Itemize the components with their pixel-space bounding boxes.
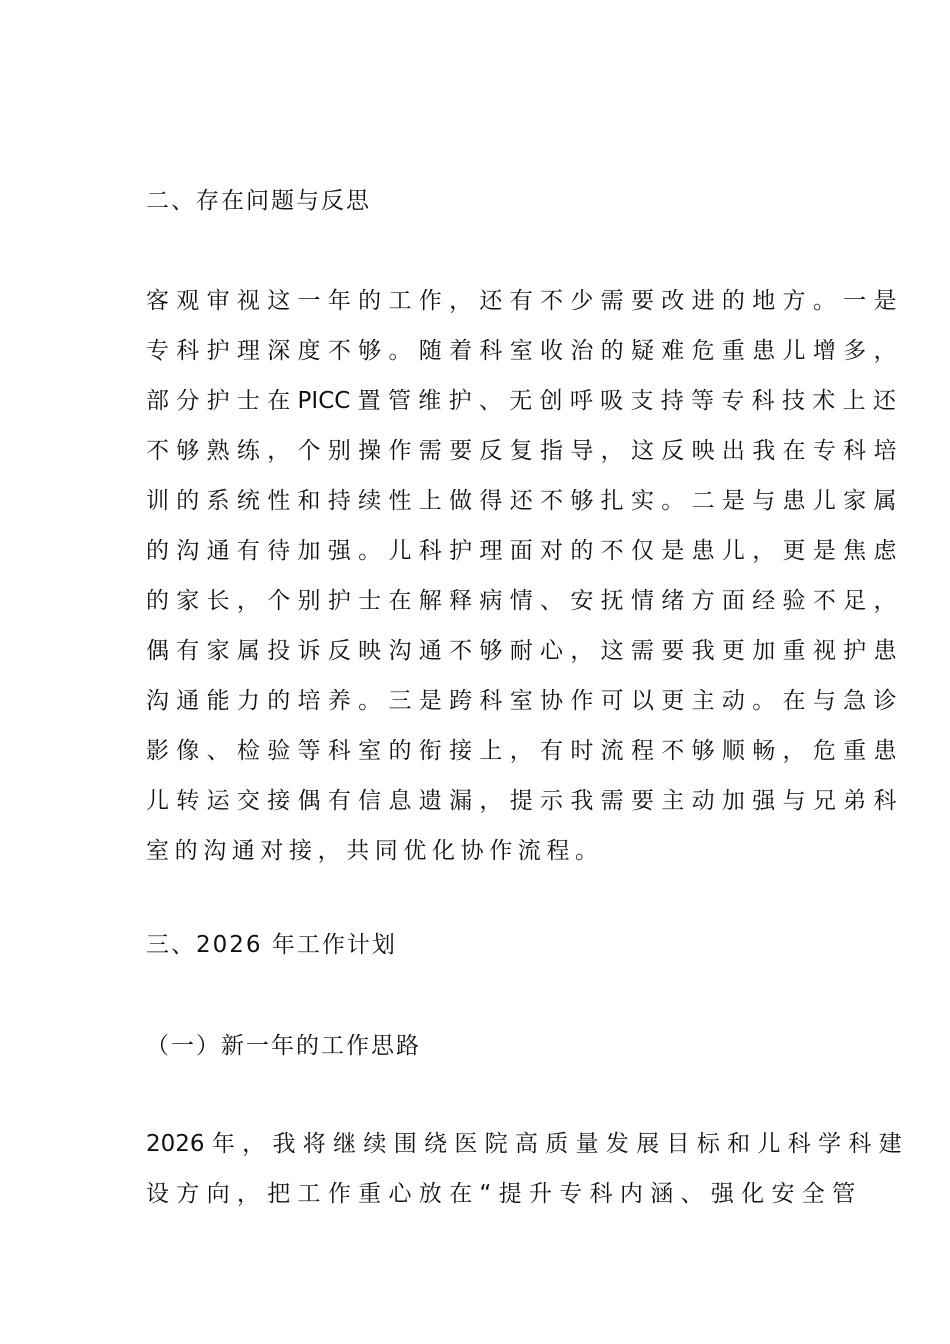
paragraph-line: 影 像 、 检 验 等 科 室 的 衔 接 上 ， 有 时 流 程 不 够 顺 畅 ， 危 重 患: [146, 738, 897, 764]
paragraph-line: 的 沟 通 有 待 加 强 。 儿 科 护 理 面 对 的 不 仅 是 患 儿 ， 更 是 焦 虑: [146, 538, 897, 564]
paragraph-plan: [146, 1119, 902, 1219]
section-heading-plan: 三、2026 年工作计划: [146, 932, 397, 958]
paragraph-line: 2026 年 ， 我 将 继 续 围 绕 医 院 高 质 量 发 展 目 标 和 儿 科 学 科 建: [146, 1131, 902, 1157]
paragraph-line: 设 方 向 ， 把 工 作 重 心 放 在 “ 提 升 专 科 内 涵 、 强 化 安 全 管: [146, 1181, 856, 1207]
subheading-work-approach: （一）新一年的工作思路: [146, 1033, 421, 1059]
paragraph-line: 的 家 长 ， 个 别 护 士 在 解 释 病 情 、 安 抚 情 绪 方 面 经 验 不 足 ，: [146, 588, 897, 614]
paragraph-line: 儿 转 运 交 接 偶 有 信 息 遗 漏 ， 提 示 我 需 要 主 动 加 强 与 兄 弟 科: [146, 788, 897, 814]
paragraph-line: 专 科 护 理 深 度 不 够 。 随 着 科 室 收 治 的 疑 难 危 重 患 儿 增 多 ，: [146, 338, 897, 364]
paragraph-line: 不 够 熟 练 ， 个 别 操 作 需 要 反 复 指 导 ， 这 反 映 出 我 在 专 科 培: [146, 438, 897, 464]
section-heading-problems: 二、存在问题与反思: [146, 188, 371, 214]
paragraph-problems: [146, 276, 897, 876]
paragraph-line: 室的沟通对接，共同优化协作流程。: [146, 838, 604, 864]
paragraph-line: 训 的 系 统 性 和 持 续 性 上 做 得 还 不 够 扎 实 。 二 是 与 患 儿 家 属: [146, 488, 897, 514]
paragraph-line: 偶 有 家 属 投 诉 反 映 沟 通 不 够 耐 心 ， 这 需 要 我 更 加 重 视 护 患: [146, 638, 897, 664]
paragraph-line: 沟 通 能 力 的 培 养 。 三 是 跨 科 室 协 作 可 以 更 主 动 。 在 与 急 诊: [146, 688, 897, 714]
paragraph-line: 客 观 审 视 这 一 年 的 工 作 ， 还 有 不 少 需 要 改 进 的 地 方 。 一 是: [146, 288, 897, 314]
paragraph-line: 部 分 护 士 在 PICC 置 管 维 护 、 无 创 呼 吸 支 持 等 专 科 技 术 上 还: [146, 388, 896, 414]
